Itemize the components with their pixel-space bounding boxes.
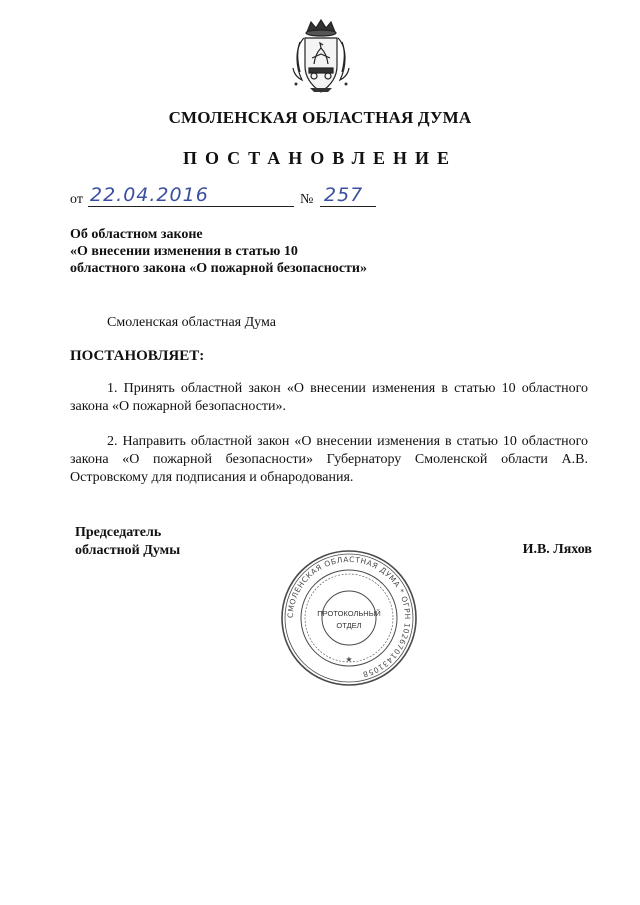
- svg-text:★: ★: [345, 655, 353, 664]
- paragraph-1: [70, 380, 588, 416]
- paragraph-2: [70, 433, 588, 487]
- round-seal-icon: [279, 548, 419, 688]
- number-prefix: №: [300, 192, 314, 207]
- signatory-title-line: Председатель: [75, 525, 162, 540]
- signatory-name: И.В. Ляхов: [522, 542, 592, 557]
- number-underline: [320, 206, 376, 207]
- seal-center-line: ОТДЕЛ: [336, 621, 362, 630]
- signatory-title-line: областной Думы: [75, 543, 181, 558]
- subject-line: областного закона «О пожарной безопасности»: [70, 261, 368, 276]
- decree-heading: ПОСТАНОВЛЯЕТ:: [70, 348, 205, 364]
- date-underline: [88, 206, 294, 207]
- seal-ring-text: СМОЛЕНСКАЯ ОБЛАСТНАЯ ДУМА * ОГРН 1026701431058: [285, 554, 413, 680]
- organization-title: СМОЛЕНСКАЯ ОБЛАСТНАЯ ДУМА: [168, 108, 472, 127]
- subject-line: «О внесении изменения в статью 10: [70, 244, 298, 259]
- subject-block: [70, 226, 490, 277]
- intro-text: Смоленская областная Дума: [107, 315, 276, 330]
- registration-line: [70, 186, 430, 212]
- document-type-heading: ПОСТАНОВЛЕНИЕ: [182, 148, 458, 168]
- date-prefix: от: [70, 192, 83, 207]
- handwritten-number: 257: [324, 184, 364, 206]
- signatory-title: [75, 524, 180, 560]
- seal-center-line: ПРОТОКОЛЬНЫЙ: [317, 609, 381, 618]
- smolensk-coat-of-arms-icon: [290, 18, 352, 96]
- subject-line: Об областном законе: [70, 227, 203, 242]
- paragraph-text: 2. Направить областной закон «О внесении изменения в статью 10 областного закона «О пожарной безопасности» Губернатору Смоленской области А.В. Островскому для подписания и обнародования.: [70, 434, 588, 485]
- handwritten-date: 22.04.2016: [90, 184, 209, 206]
- paragraph-text: 1. Принять областной закон «О внесении изменения в статью 10 областного закона «О пожарной безопасности».: [70, 381, 588, 414]
